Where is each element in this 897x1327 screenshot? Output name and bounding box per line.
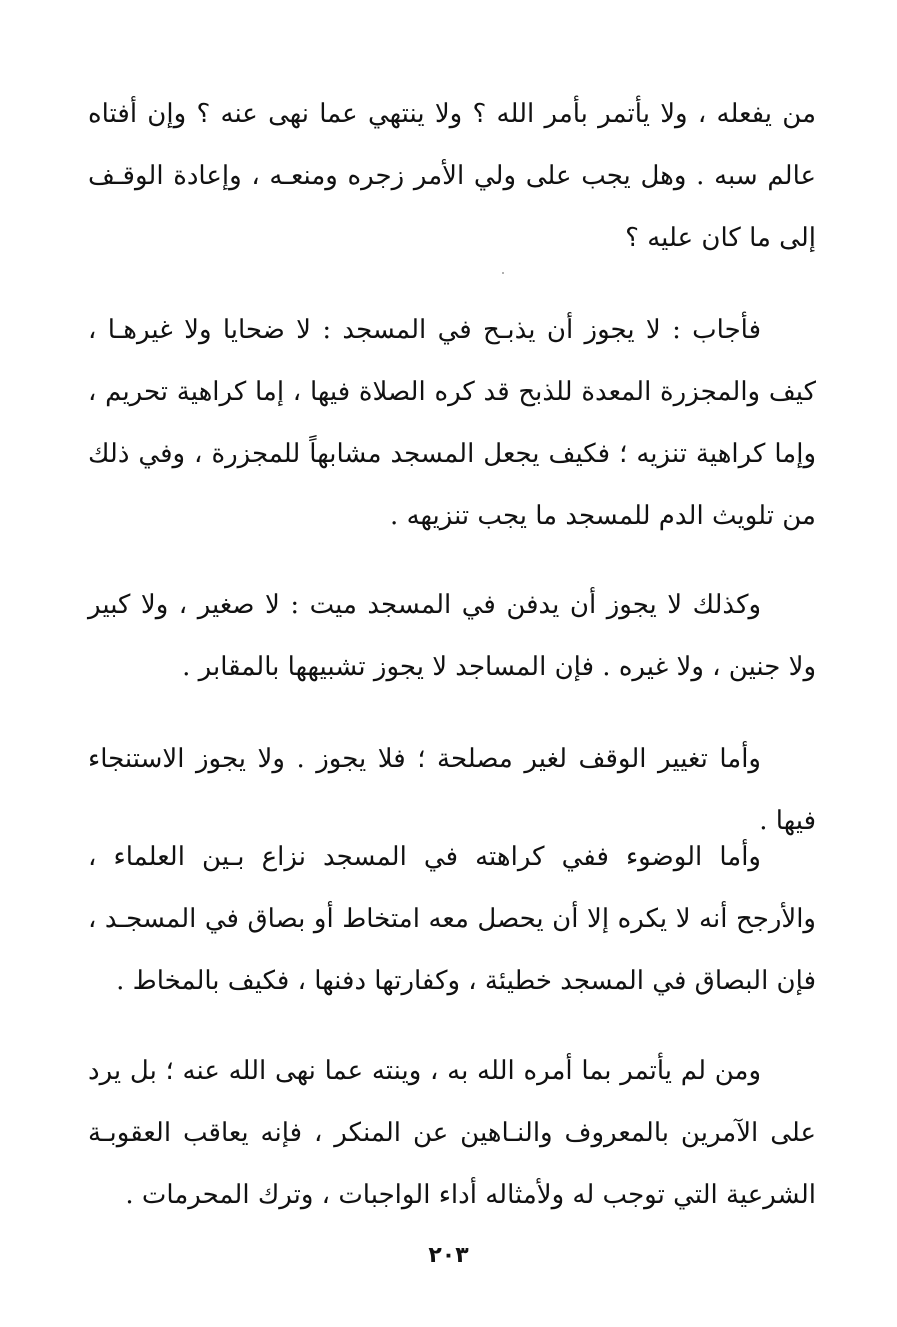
paragraph-burial: وكذلك لا يجوز أن يدفن في المسجد ميت : لا صغير ، ولا كبير ولا جنين ، ولا غيره . فإن المساجد لا يجوز تشبيهها بالمقابر .	[88, 590, 816, 682]
paragraph-punishment: ومن لم يأتمر بما أمره الله به ، وينته عما نهى الله عنه ؛ بل يرد على الآمرين بالمعروف والنـاهين عن المنكر ، فإنه يعاقب العقوبـة الشرعية التي توجب له ولأمثاله أداء الواجبات ، وترك المحرمات .	[88, 1056, 816, 1210]
page-number: ٢٠٣	[428, 1243, 469, 1268]
paragraph-ablution: وأما الوضوء ففي كراهته في المسجد نزاع بـين العلماء ، والأرجح أنه لا يكره إلا أن يحصل معه امتخاط أو بصاق في المسجـد ، فإن البصاق في المسجد خطيئة ، وكفارتها دفنها ، فكيف بالمخاط .	[88, 842, 816, 996]
paragraph-question-continuation: من يفعله ، ولا يأتمر بأمر الله ؟ ولا ينتهي عما نهى عنه ؟ وإن أفتاه عالم سبه . وهل يجب على ولي الأمر زجره ومنعـه ، وإعادة الوقـف إلى ما كان عليه ؟	[88, 99, 816, 253]
scan-speck	[502, 272, 504, 274]
paragraph-answer-slaughter: فأجاب : لا يجوز أن يذبـح في المسجد : لا ضحايا ولا غيرهـا ، كيف والمجزرة المعدة للذبح قد كره الصلاة فيها ، إما كراهية تحريم ، وإما كراهية تنزيه ؛ فكيف يجعل المسجد مشابهاً للمجزرة ، وفي ذلك من تلويث الدم للمسجد ما يجب تنزيهه .	[88, 315, 816, 531]
paragraph-endowment: وأما تغيير الوقف لغير مصلحة ؛ فلا يجوز . ولا يجوز الاستنجاء فيها .	[88, 744, 816, 836]
